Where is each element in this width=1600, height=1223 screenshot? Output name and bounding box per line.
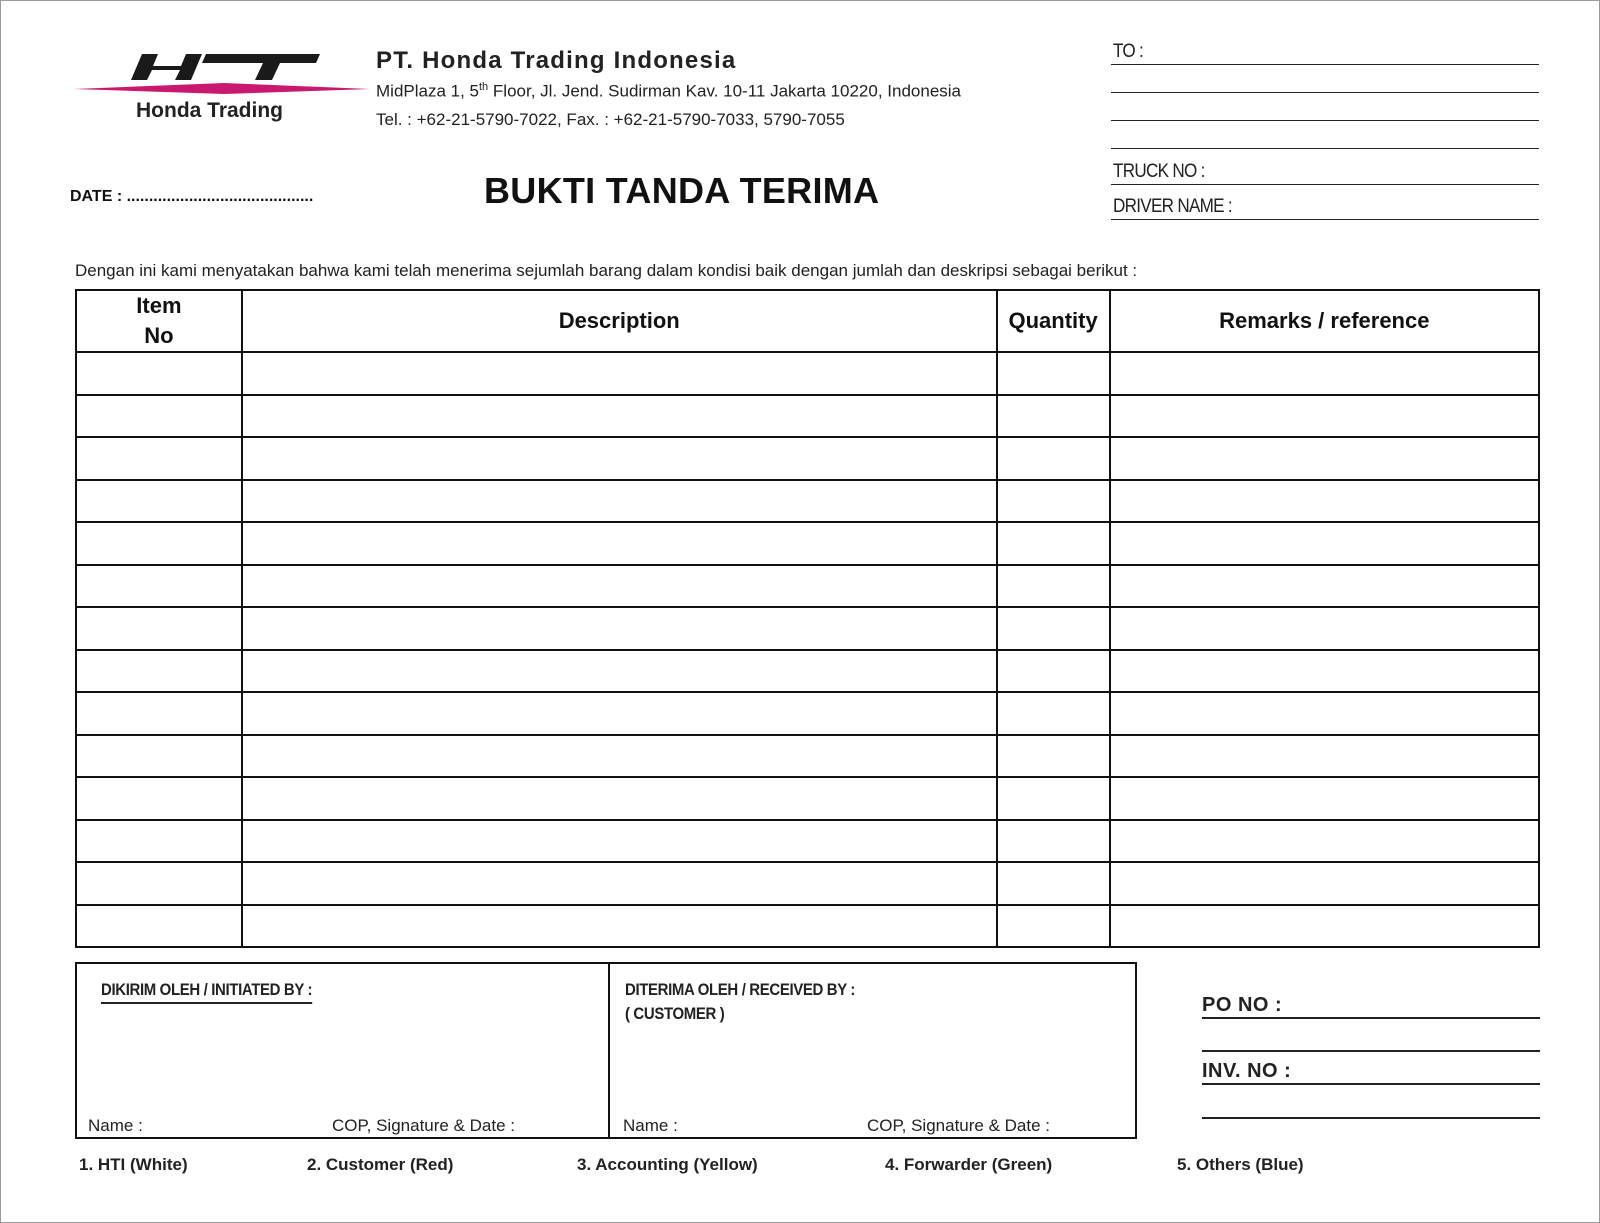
table-row bbox=[76, 437, 1539, 480]
cell-remarks[interactable] bbox=[1110, 395, 1539, 438]
cell-remarks[interactable] bbox=[1110, 820, 1539, 863]
items-table bbox=[75, 289, 1540, 948]
cell-quantity[interactable] bbox=[997, 480, 1110, 523]
cell-description[interactable] bbox=[242, 820, 997, 863]
cell-quantity[interactable] bbox=[997, 905, 1110, 948]
po-no-field[interactable] bbox=[1202, 990, 1540, 1019]
company-contact: Tel. : +62-21-5790-7022, Fax. : +62-21-5790-7033, 5790-7055 bbox=[376, 110, 845, 129]
cell-quantity[interactable] bbox=[997, 395, 1110, 438]
cell-description[interactable] bbox=[242, 905, 997, 948]
company-name: PT. Honda Trading Indonesia bbox=[376, 47, 737, 74]
po-no-line-2[interactable] bbox=[1202, 1022, 1540, 1052]
intro-statement: Dengan ini kami menyatakan bahwa kami telah menerima sejumlah barang dalam kondisi baik dengan jumlah dan deskripsi sebagai berikut : bbox=[75, 261, 1138, 280]
to-line-3[interactable] bbox=[1111, 96, 1539, 121]
to-line-4[interactable] bbox=[1111, 124, 1539, 149]
signature-box bbox=[75, 962, 1137, 1139]
items-table-body bbox=[76, 352, 1539, 947]
cell-quantity[interactable] bbox=[997, 735, 1110, 778]
cell-quantity[interactable] bbox=[997, 650, 1110, 693]
to-line-2[interactable] bbox=[1111, 68, 1539, 93]
sender-heading: DIKIRIM OLEH / INITIATED BY : bbox=[101, 980, 312, 1004]
document-title: BUKTI TANDA TERIMA bbox=[484, 170, 880, 211]
cell-description[interactable] bbox=[242, 480, 997, 523]
cell-description[interactable] bbox=[242, 607, 997, 650]
sender-signature-label[interactable]: COP, Signature & Date : bbox=[332, 1116, 516, 1135]
header-quantity: Quantity bbox=[997, 290, 1110, 352]
table-row bbox=[76, 480, 1539, 523]
cell-quantity[interactable] bbox=[997, 437, 1110, 480]
cell-description[interactable] bbox=[242, 565, 997, 608]
cell-quantity[interactable] bbox=[997, 352, 1110, 395]
cell-remarks[interactable] bbox=[1110, 735, 1539, 778]
to-field[interactable] bbox=[1111, 40, 1539, 65]
table-row bbox=[76, 777, 1539, 820]
cell-description[interactable] bbox=[242, 777, 997, 820]
cell-quantity[interactable] bbox=[997, 862, 1110, 905]
cell-item-no[interactable] bbox=[76, 820, 242, 863]
truck-no-field[interactable] bbox=[1111, 152, 1539, 185]
receiver-heading: DITERIMA OLEH / RECEIVED BY : bbox=[625, 980, 856, 999]
company-address: MidPlaza 1, 5th Floor, Jl. Jend. Sudirman Kav. 10-11 Jakarta 10220, Indonesia bbox=[376, 81, 961, 101]
driver-name-label: DRIVER NAME : bbox=[1113, 196, 1232, 217]
ht-logo-mark bbox=[74, 50, 370, 100]
cell-item-no[interactable] bbox=[76, 437, 242, 480]
date-field[interactable]: DATE : .......................................... bbox=[70, 188, 314, 205]
cell-item-no[interactable] bbox=[76, 692, 242, 735]
cell-remarks[interactable] bbox=[1110, 862, 1539, 905]
cell-item-no[interactable] bbox=[76, 565, 242, 608]
cell-quantity[interactable] bbox=[997, 820, 1110, 863]
cell-remarks[interactable] bbox=[1110, 352, 1539, 395]
cell-item-no[interactable] bbox=[76, 352, 242, 395]
cell-description[interactable] bbox=[242, 437, 997, 480]
table-row bbox=[76, 735, 1539, 778]
driver-name-field[interactable] bbox=[1111, 188, 1539, 220]
cell-quantity[interactable] bbox=[997, 565, 1110, 608]
cell-item-no[interactable] bbox=[76, 522, 242, 565]
cell-item-no[interactable] bbox=[76, 395, 242, 438]
cell-description[interactable] bbox=[242, 650, 997, 693]
cell-quantity[interactable] bbox=[997, 607, 1110, 650]
inv-no-line-2[interactable] bbox=[1202, 1088, 1540, 1119]
cell-item-no[interactable] bbox=[76, 905, 242, 948]
cell-description[interactable] bbox=[242, 352, 997, 395]
cell-remarks[interactable] bbox=[1110, 905, 1539, 948]
copy-customer: 2. Customer (Red) bbox=[307, 1155, 454, 1174]
cell-item-no[interactable] bbox=[76, 862, 242, 905]
table-row bbox=[76, 565, 1539, 608]
table-row bbox=[76, 650, 1539, 693]
honda-trading-logo bbox=[74, 50, 370, 128]
cell-quantity[interactable] bbox=[997, 692, 1110, 735]
table-row bbox=[76, 522, 1539, 565]
truck-no-label: TRUCK NO : bbox=[1113, 161, 1205, 182]
receiver-signature-label[interactable]: COP, Signature & Date : bbox=[867, 1116, 1051, 1135]
table-row bbox=[76, 905, 1539, 948]
cell-description[interactable] bbox=[242, 522, 997, 565]
header-remarks: Remarks / reference bbox=[1110, 290, 1539, 352]
receiver-subheading: ( CUSTOMER ) bbox=[625, 1004, 725, 1023]
cell-item-no[interactable] bbox=[76, 650, 242, 693]
table-row bbox=[76, 395, 1539, 438]
header-item-no: Item No bbox=[76, 290, 242, 352]
table-row bbox=[76, 352, 1539, 395]
logo-caption: Honda Trading bbox=[136, 99, 283, 122]
cell-remarks[interactable] bbox=[1110, 565, 1539, 608]
receiver-name-label[interactable]: Name : bbox=[623, 1116, 678, 1135]
cell-item-no[interactable] bbox=[76, 735, 242, 778]
copy-others: 5. Others (Blue) bbox=[1177, 1155, 1304, 1174]
copy-hti: 1. HTI (White) bbox=[79, 1155, 188, 1174]
copy-forwarder: 4. Forwarder (Green) bbox=[885, 1155, 1053, 1174]
cell-item-no[interactable] bbox=[76, 607, 242, 650]
table-row bbox=[76, 607, 1539, 650]
inv-no-label: INV. NO : bbox=[1202, 1060, 1292, 1082]
table-row bbox=[76, 692, 1539, 735]
cell-remarks[interactable] bbox=[1110, 650, 1539, 693]
signature-divider bbox=[608, 964, 610, 1137]
cell-description[interactable] bbox=[242, 395, 997, 438]
table-header-row bbox=[76, 290, 1539, 352]
cell-remarks[interactable] bbox=[1110, 480, 1539, 523]
header-description: Description bbox=[242, 290, 997, 352]
po-no-label: PO NO : bbox=[1202, 994, 1283, 1016]
cell-item-no[interactable] bbox=[76, 480, 242, 523]
table-row bbox=[76, 820, 1539, 863]
cell-remarks[interactable] bbox=[1110, 437, 1539, 480]
cell-quantity[interactable] bbox=[997, 522, 1110, 565]
cell-remarks[interactable] bbox=[1110, 692, 1539, 735]
cell-quantity[interactable] bbox=[997, 777, 1110, 820]
table-row bbox=[76, 862, 1539, 905]
sender-name-label[interactable]: Name : bbox=[88, 1116, 143, 1135]
copy-accounting: 3. Accounting (Yellow) bbox=[577, 1155, 758, 1174]
cell-description[interactable] bbox=[242, 735, 997, 778]
cell-remarks[interactable] bbox=[1110, 777, 1539, 820]
cell-description[interactable] bbox=[242, 862, 997, 905]
inv-no-field[interactable] bbox=[1202, 1054, 1540, 1085]
cell-remarks[interactable] bbox=[1110, 607, 1539, 650]
to-label: TO : bbox=[1113, 41, 1144, 62]
cell-remarks[interactable] bbox=[1110, 522, 1539, 565]
cell-description[interactable] bbox=[242, 692, 997, 735]
cell-item-no[interactable] bbox=[76, 777, 242, 820]
